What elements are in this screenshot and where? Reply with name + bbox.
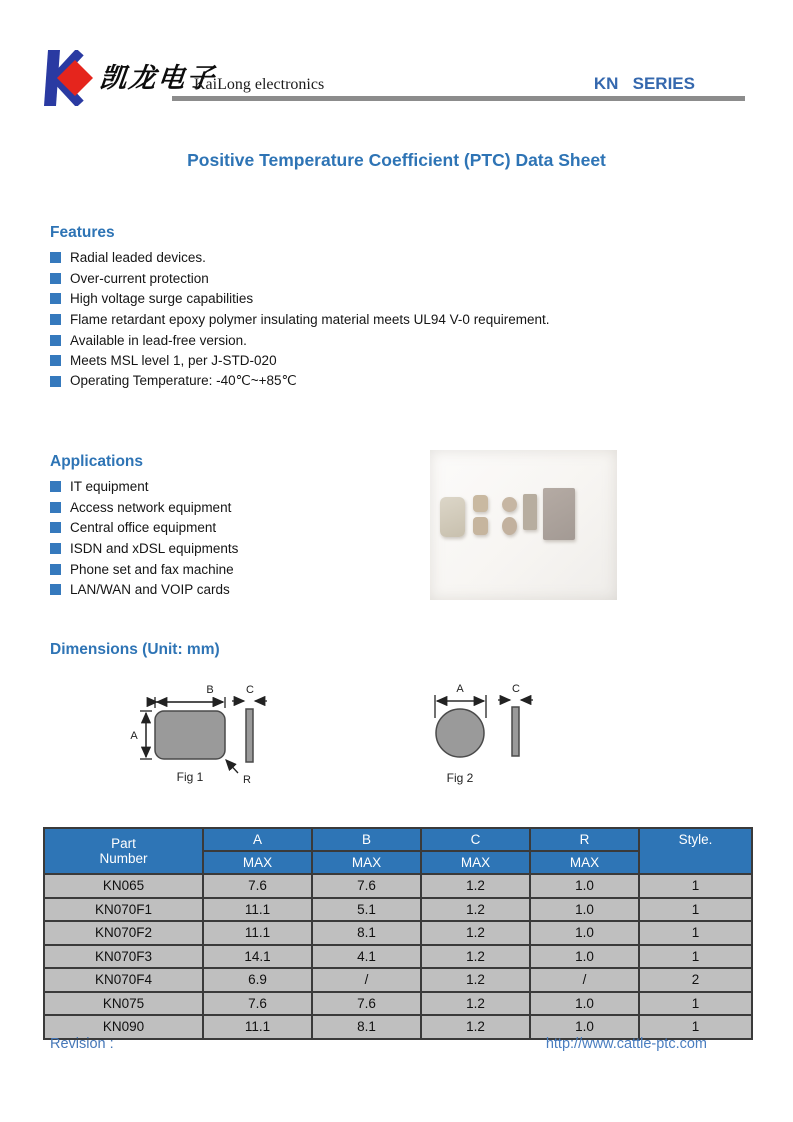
cell-b: /	[312, 968, 421, 992]
cell-style: 1	[639, 992, 752, 1016]
bullet-square-icon	[50, 502, 61, 513]
application-item	[50, 476, 238, 497]
ptc-component	[523, 494, 537, 530]
feature-item	[50, 371, 549, 392]
subheader-max: MAX	[312, 851, 421, 874]
cell-c: 1.2	[421, 874, 530, 898]
bullet-square-icon	[50, 376, 61, 387]
application-item	[50, 538, 238, 559]
cell-a: 6.9	[203, 968, 312, 992]
feature-text: Radial leaded devices.	[70, 249, 206, 265]
cell-part: KN070F4	[44, 968, 203, 992]
cell-b: 5.1	[312, 898, 421, 922]
fig2-side-view	[512, 707, 519, 756]
cell-style: 1	[639, 898, 752, 922]
cell-style: 2	[639, 968, 752, 992]
cell-b: 8.1	[312, 921, 421, 945]
kailong-logo-icon	[44, 50, 96, 106]
fig1-dim-c-label: C	[246, 684, 254, 696]
applications-list	[50, 476, 238, 600]
features-heading: Features	[50, 224, 115, 241]
bullet-square-icon	[50, 335, 61, 346]
cell-a: 7.6	[203, 992, 312, 1016]
revision-label: Revision :	[50, 1036, 114, 1052]
features-list	[50, 247, 549, 392]
cell-part: KN070F3	[44, 945, 203, 969]
dimensions-heading: Dimensions (Unit: mm)	[50, 641, 220, 658]
bullet-square-icon	[50, 564, 61, 575]
table-row	[44, 874, 752, 898]
application-text: IT equipment	[70, 478, 149, 494]
page-title: Positive Temperature Coefficient (PTC) Data Sheet	[187, 150, 606, 170]
series-label: KN SERIES	[593, 74, 695, 93]
feature-text: Flame retardant epoxy polymer insulating material meets UL94 V-0 requirement.	[70, 311, 550, 327]
cell-r: 1.0	[530, 898, 639, 922]
col-header-part	[44, 828, 203, 874]
feature-text: Operating Temperature: -40℃~+85℃	[70, 373, 297, 389]
fig2-body	[436, 709, 484, 757]
col-header-r: R	[530, 828, 639, 851]
fig1-side-view	[246, 709, 253, 762]
cell-c: 1.2	[421, 1015, 530, 1039]
bullet-square-icon	[50, 481, 61, 492]
col-header-c: C	[421, 828, 530, 851]
ptc-component	[543, 488, 575, 540]
cell-part: KN070F2	[44, 921, 203, 945]
logo-subtitle: KaiLong electronics	[194, 76, 325, 93]
cell-c: 1.2	[421, 992, 530, 1016]
application-text: Phone set and fax machine	[70, 561, 234, 577]
feature-text: Available in lead-free version.	[70, 332, 247, 348]
bullet-square-icon	[50, 293, 61, 304]
cell-c: 1.2	[421, 921, 530, 945]
feature-item	[50, 330, 549, 351]
feature-item	[50, 350, 549, 371]
feature-text: Meets MSL level 1, per J-STD-020	[70, 353, 277, 369]
ptc-component	[440, 497, 465, 537]
cell-a: 7.6	[203, 874, 312, 898]
cell-r: 1.0	[530, 992, 639, 1016]
col-header-part-line2: Number	[99, 851, 148, 866]
cell-c: 1.2	[421, 945, 530, 969]
subheader-max: MAX	[530, 851, 639, 874]
subheader-max: MAX	[203, 851, 312, 874]
table-row	[44, 1015, 752, 1039]
fig2-dim-a-label: A	[456, 683, 464, 695]
ptc-component	[473, 517, 488, 535]
cell-r: 1.0	[530, 921, 639, 945]
col-header-style: Style.	[639, 828, 752, 874]
cell-a: 11.1	[203, 898, 312, 922]
website-link[interactable]: http://www.cattle-ptc.com	[545, 1036, 707, 1052]
feature-item	[50, 247, 549, 268]
feature-item	[50, 309, 549, 330]
bullet-square-icon	[50, 522, 61, 533]
bullet-square-icon	[50, 355, 61, 366]
table-row	[44, 992, 752, 1016]
feature-text: High voltage surge capabilities	[70, 291, 254, 307]
ptc-component	[502, 517, 517, 535]
cell-b: 7.6	[312, 992, 421, 1016]
table-row	[44, 921, 752, 945]
cell-c: 1.2	[421, 968, 530, 992]
application-item	[50, 497, 238, 518]
product-photo	[430, 450, 617, 600]
cell-a: 14.1	[203, 945, 312, 969]
cell-part: KN065	[44, 874, 203, 898]
bullet-square-icon	[50, 252, 61, 263]
table-row	[44, 898, 752, 922]
fig1-dim-r-label: R	[243, 774, 251, 786]
cell-r: 1.0	[530, 945, 639, 969]
cell-style: 1	[639, 945, 752, 969]
table-row	[44, 945, 752, 969]
cell-r: /	[530, 968, 639, 992]
applications-heading: Applications	[50, 453, 144, 470]
cell-b: 8.1	[312, 1015, 421, 1039]
bullet-square-icon	[50, 273, 61, 284]
fig1-body	[155, 711, 225, 759]
cell-r: 1.0	[530, 874, 639, 898]
feature-item	[50, 288, 549, 309]
header-divider	[172, 96, 745, 101]
application-text: ISDN and xDSL equipments	[70, 540, 239, 556]
cell-r: 1.0	[530, 1015, 639, 1039]
col-header-b: B	[312, 828, 421, 851]
application-item	[50, 517, 238, 538]
cell-part: KN075	[44, 992, 203, 1016]
cell-part: KN070F1	[44, 898, 203, 922]
ptc-component	[473, 495, 488, 512]
cell-a: 11.1	[203, 1015, 312, 1039]
cell-part: KN090	[44, 1015, 203, 1039]
subheader-max: MAX	[421, 851, 530, 874]
col-header-a: A	[203, 828, 312, 851]
cell-c: 1.2	[421, 898, 530, 922]
application-text: Access network equipment	[70, 499, 232, 515]
table-row	[44, 968, 752, 992]
fig2-caption: Fig 2	[446, 771, 474, 785]
fig2-dim-c-label: C	[512, 683, 520, 695]
cell-a: 11.1	[203, 921, 312, 945]
application-item	[50, 579, 238, 600]
col-header-part-line1: Part	[111, 836, 136, 851]
cell-b: 4.1	[312, 945, 421, 969]
bullet-square-icon	[50, 314, 61, 325]
fig1-dim-a-label: A	[130, 730, 138, 742]
application-item	[50, 559, 238, 580]
application-text: Central office equipment	[70, 520, 217, 536]
ptc-component	[502, 497, 517, 512]
application-text: LAN/WAN and VOIP cards	[70, 582, 230, 598]
cell-style: 1	[639, 1015, 752, 1039]
feature-text: Over-current protection	[70, 270, 209, 286]
cell-style: 1	[639, 921, 752, 945]
bullet-square-icon	[50, 584, 61, 595]
fig1-caption: Fig 1	[176, 770, 204, 784]
cell-style: 1	[639, 874, 752, 898]
logo-chinese-text: 凯龙电子	[98, 63, 218, 94]
fig1-dim-b-label: B	[206, 684, 214, 696]
cell-b: 7.6	[312, 874, 421, 898]
feature-item	[50, 268, 549, 289]
spec-table	[43, 827, 753, 1040]
bullet-square-icon	[50, 543, 61, 554]
fig2-drawing	[418, 680, 563, 790]
fig1-drawing	[122, 680, 302, 790]
